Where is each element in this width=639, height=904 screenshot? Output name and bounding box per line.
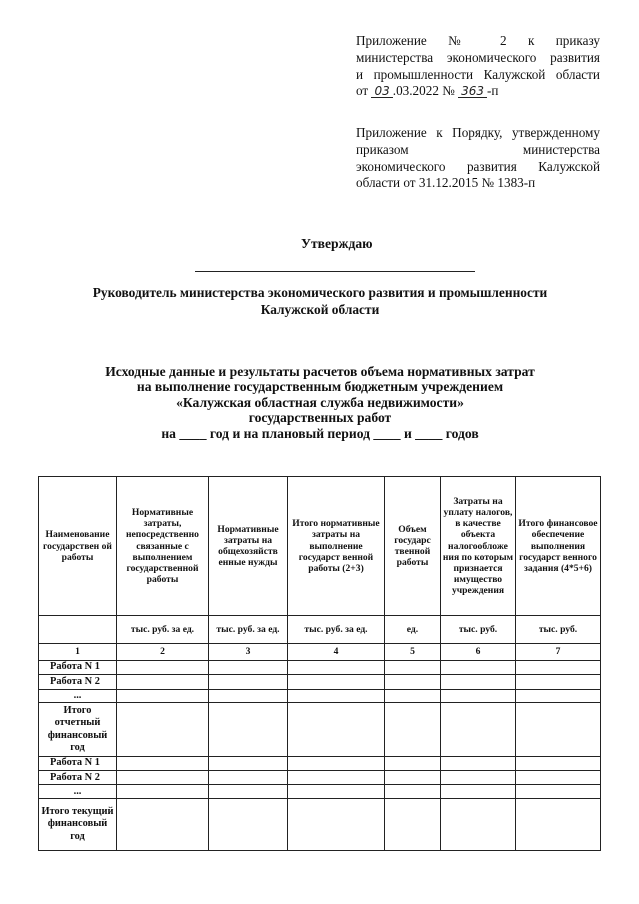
- data-cell: [209, 675, 288, 689]
- column-number: 7: [516, 643, 601, 660]
- document-title: [40, 364, 600, 441]
- column-number: 1: [39, 643, 117, 660]
- data-cell: [516, 785, 601, 799]
- row-label: Работа N 2: [39, 771, 117, 785]
- signature-line: [195, 271, 475, 272]
- calculation-table: [38, 476, 601, 851]
- unit-cell: тыс. руб.: [516, 616, 601, 643]
- data-cell: [209, 799, 288, 851]
- data-cell: [441, 757, 516, 771]
- data-cell: [209, 757, 288, 771]
- data-cell: [288, 661, 385, 675]
- date-prefix: от: [356, 83, 369, 99]
- date-rest: .03.2022 №: [392, 83, 455, 99]
- column-number: 2: [117, 643, 209, 660]
- procedure-line-1: Приложение к Порядку, утвержденному: [356, 125, 600, 140]
- data-cell: [385, 675, 441, 689]
- data-cell: [441, 661, 516, 675]
- unit-cell: [39, 616, 117, 643]
- approval-label: Утверждаю: [301, 236, 373, 251]
- handwritten-date-day: 03: [371, 85, 392, 98]
- row-label: ...: [39, 785, 117, 799]
- data-cell: [209, 661, 288, 675]
- appendix-line-1: Приложение № 2 к приказу: [356, 33, 600, 48]
- title-line-1: Исходные данные и результаты расчетов объема нормативных затрат: [105, 364, 535, 379]
- unit-cell: тыс. руб. за ед.: [209, 616, 288, 643]
- procedure-line-4: области от 31.12.2015 № 1383-п: [356, 175, 536, 191]
- procedure-line-2: приказом министерства: [356, 141, 600, 157]
- data-cell: [441, 703, 516, 757]
- data-cell: [209, 689, 288, 703]
- data-cell: [209, 785, 288, 799]
- data-cell: [385, 757, 441, 771]
- data-cell: [385, 689, 441, 703]
- data-cell: [385, 785, 441, 799]
- data-cell: [117, 757, 209, 771]
- table-row: [39, 689, 601, 703]
- signatory-line-2: Калужской области: [260, 301, 380, 317]
- data-cell: [288, 757, 385, 771]
- unit-cell: тыс. руб.: [441, 616, 516, 643]
- data-cell: [441, 771, 516, 785]
- data-cell: [117, 785, 209, 799]
- number-suffix: -п: [487, 83, 499, 99]
- data-cell: [117, 703, 209, 757]
- data-cell: [516, 799, 601, 851]
- data-cell: [288, 799, 385, 851]
- data-cell: [516, 771, 601, 785]
- row-label: ...: [39, 689, 117, 703]
- unit-cell: тыс. руб. за ед.: [117, 616, 209, 643]
- table-row: [39, 785, 601, 799]
- data-cell: [516, 689, 601, 703]
- row-label-total: Итого текущий финансовый год: [39, 799, 117, 851]
- table-row: [39, 661, 601, 675]
- data-cell: [441, 785, 516, 799]
- data-cell: [385, 703, 441, 757]
- table-row-total: [39, 703, 601, 757]
- header-total-funding: Итого финансовое обеспечение выполнения государст венного задания (4*5+6): [516, 477, 601, 616]
- row-label: Работа N 2: [39, 675, 117, 689]
- data-cell: [385, 661, 441, 675]
- data-cell: [288, 703, 385, 757]
- title-line-4: государственных работ: [248, 410, 392, 426]
- column-number: 4: [288, 643, 385, 660]
- appendix-block: [356, 33, 600, 100]
- header-general-costs: Нормативные затраты на общехозяйств енные нужды: [209, 477, 288, 616]
- procedure-block: [356, 125, 600, 192]
- table-row-total: [39, 799, 601, 851]
- data-cell: [209, 703, 288, 757]
- row-label: Работа N 1: [39, 661, 117, 675]
- signatory-block: [40, 285, 600, 318]
- unit-cell: тыс. руб. за ед.: [288, 616, 385, 643]
- data-cell: [516, 675, 601, 689]
- data-cell: [441, 799, 516, 851]
- column-number: 5: [385, 643, 441, 660]
- data-cell: [117, 689, 209, 703]
- data-cell: [516, 661, 601, 675]
- appendix-line-3: и промышленности Калужской области: [356, 66, 600, 82]
- data-cell: [516, 703, 601, 757]
- data-cell: [288, 771, 385, 785]
- appendix-line-2: министерства экономического развития: [356, 49, 600, 65]
- data-cell: [516, 757, 601, 771]
- title-line-2: на выполнение государственным бюджетным учреждением: [136, 379, 504, 395]
- data-cell: [117, 771, 209, 785]
- handwritten-order-number: 363: [458, 85, 487, 98]
- column-number: 6: [441, 643, 516, 660]
- column-numbers-row: [39, 643, 601, 660]
- data-cell: [288, 785, 385, 799]
- data-cell: [385, 771, 441, 785]
- data-cell: [117, 661, 209, 675]
- row-label-total: Итого отчетный финансовый год: [39, 703, 117, 757]
- header-volume: Объем государс твенной работы: [385, 477, 441, 616]
- header-row: [39, 477, 601, 616]
- title-line-3: «Калужская областная служба недвижимости»: [176, 394, 464, 410]
- table-row: [39, 757, 601, 771]
- table-row: [39, 675, 601, 689]
- data-cell: [117, 675, 209, 689]
- data-cell: [288, 675, 385, 689]
- data-cell: [441, 675, 516, 689]
- table-row: [39, 771, 601, 785]
- unit-cell: ед.: [385, 616, 441, 643]
- header-tax-costs: Затраты на уплату налогов, в качестве объекта налогообложе ния по которым признается имущество учреждения: [441, 477, 516, 616]
- header-name: Наименование государствен ой работы: [39, 477, 117, 616]
- header-direct-costs: Нормативные затраты, непосредственно связанные с выполнением государственной работы: [117, 477, 209, 616]
- data-cell: [385, 799, 441, 851]
- title-line-5: на ____ год и на плановый период ____ и ____ годов: [161, 425, 479, 441]
- signatory-line-1: Руководитель министерства экономического развития и промышленности: [92, 285, 548, 300]
- data-cell: [209, 771, 288, 785]
- data-cell: [441, 689, 516, 703]
- units-row: [39, 616, 601, 643]
- appendix-date-line: [356, 83, 600, 100]
- procedure-line-3: экономического развития Калужской: [356, 158, 600, 174]
- data-cell: [288, 689, 385, 703]
- data-cell: [117, 799, 209, 851]
- column-number: 3: [209, 643, 288, 660]
- row-label: Работа N 1: [39, 757, 117, 771]
- header-total-costs: Итого нормативные затраты на выполнение государст венной работы (2+3): [288, 477, 385, 616]
